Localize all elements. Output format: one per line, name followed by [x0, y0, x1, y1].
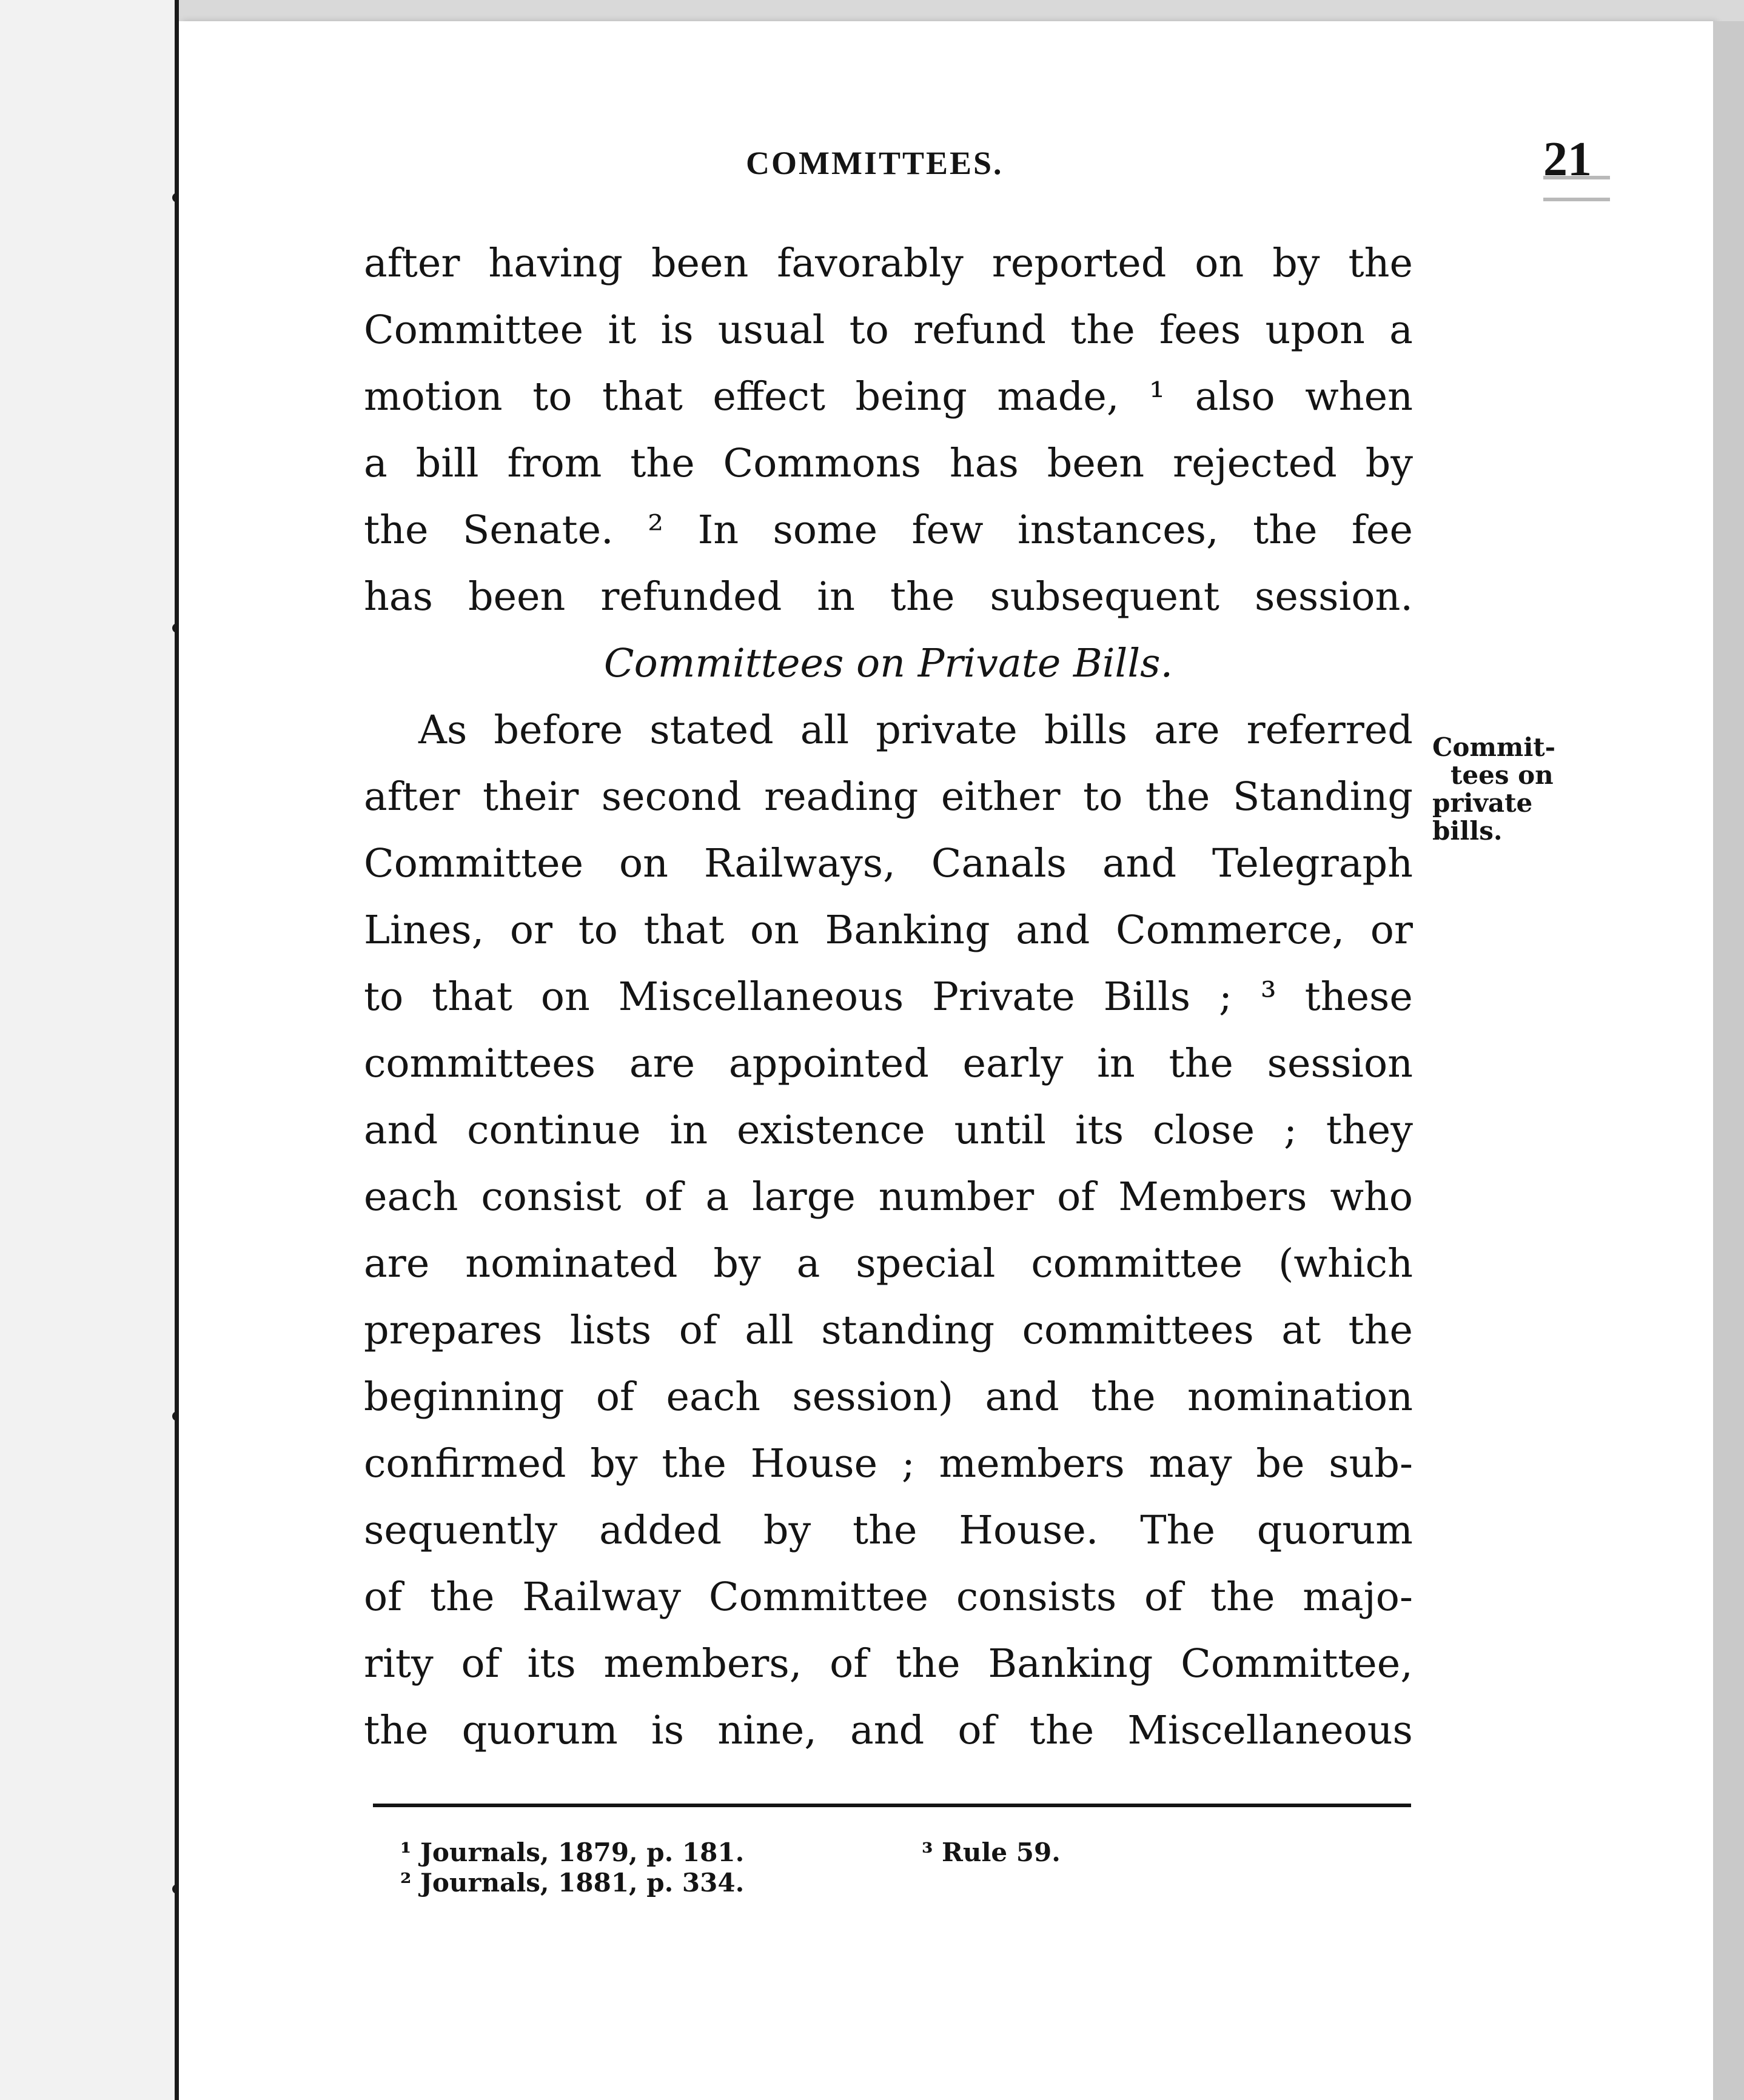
word: quorum [1256, 1508, 1413, 1553]
word: the [430, 1574, 495, 1620]
word: made, [997, 374, 1119, 420]
word: are [364, 1241, 430, 1286]
word: effect [713, 374, 825, 420]
word: its [1075, 1108, 1124, 1153]
paragraph [364, 230, 1413, 630]
word: committee [1031, 1241, 1243, 1286]
word: on [619, 841, 669, 886]
word: and [985, 1374, 1059, 1420]
word: been [651, 241, 749, 286]
word: the [364, 507, 429, 553]
word: each [364, 1174, 458, 1220]
word: by [590, 1441, 638, 1486]
word: committees [1022, 1308, 1254, 1353]
word: committees [364, 1041, 596, 1086]
word: the [1169, 1041, 1233, 1086]
word: beginning [364, 1374, 565, 1420]
margin-note [1432, 734, 1578, 845]
word: Miscellaneous [618, 974, 904, 1020]
text-line [364, 430, 1413, 497]
text-line [364, 230, 1413, 297]
word: by [763, 1508, 811, 1553]
word: the [890, 574, 955, 620]
word: The [1140, 1508, 1215, 1553]
footnote: ¹ Journals, 1879, p. 181. [400, 1837, 745, 1867]
word: members, [603, 1641, 802, 1687]
word: of [1057, 1174, 1096, 1220]
word: some [773, 507, 878, 553]
word: standing [821, 1308, 995, 1353]
word: all [745, 1308, 794, 1353]
word: before [494, 707, 623, 753]
word: been [1047, 441, 1145, 486]
word: be [1256, 1441, 1305, 1486]
word: the [1091, 1374, 1156, 1420]
word: that [432, 974, 512, 1020]
word: the [1145, 774, 1210, 820]
word: in [669, 1108, 708, 1153]
text-line [364, 1631, 1413, 1697]
text-line [364, 1697, 1413, 1764]
word: ³ [1260, 974, 1276, 1020]
word: Miscellaneous [1127, 1708, 1413, 1753]
text-line [364, 1164, 1413, 1231]
word: reading [764, 774, 919, 820]
word: favorably [777, 241, 964, 286]
word: few [911, 507, 984, 553]
word: Canals [931, 841, 1067, 886]
word: to [532, 374, 572, 420]
word: session) [792, 1374, 954, 1420]
word: Commons [723, 441, 922, 486]
bleed-through-mark [1543, 176, 1610, 201]
word: rejected [1173, 441, 1337, 486]
word: Railway [522, 1574, 682, 1620]
text-line [364, 1231, 1413, 1297]
word: and [1102, 841, 1177, 886]
word: of [1144, 1574, 1183, 1620]
text-line [364, 764, 1413, 831]
word: in [817, 574, 856, 620]
text-line [364, 1564, 1413, 1631]
word: each [666, 1374, 760, 1420]
word: ² [648, 507, 664, 553]
word: large [752, 1174, 856, 1220]
word: sub- [1329, 1441, 1413, 1486]
word: to [1083, 774, 1123, 820]
word: of [364, 1574, 403, 1620]
word: Committee [364, 841, 584, 886]
word: upon [1265, 307, 1365, 353]
running-head: COMMITTEES. [746, 145, 1004, 181]
word: is [660, 307, 694, 353]
footnote: ² Journals, 1881, p. 334. [400, 1868, 745, 1898]
word: the [630, 441, 695, 486]
word: may [1149, 1441, 1232, 1486]
text-line [364, 964, 1413, 1031]
word: existence [737, 1108, 925, 1153]
word: added [599, 1508, 722, 1553]
word: on [750, 908, 799, 953]
word: of [644, 1174, 683, 1220]
word: and [850, 1708, 925, 1753]
word: sequently [364, 1508, 558, 1553]
word: number [878, 1174, 1035, 1220]
word: their [482, 774, 579, 820]
word: Lines, [364, 908, 485, 953]
word: fee [1351, 507, 1413, 553]
word: session. [1255, 574, 1413, 620]
word: from [507, 441, 602, 486]
word: Committee [708, 1574, 929, 1620]
word: Committee, [1181, 1641, 1413, 1687]
word: appointed [728, 1041, 929, 1086]
word: ; [901, 1441, 915, 1486]
word: (which [1278, 1241, 1413, 1286]
word: second [601, 774, 742, 820]
word: Private [932, 974, 1075, 1020]
word: nominated [465, 1241, 678, 1286]
word: referred [1246, 707, 1413, 753]
word: session [1267, 1041, 1413, 1086]
word: to [578, 908, 618, 953]
word: after [364, 241, 460, 286]
word: also [1195, 374, 1275, 420]
word: its [527, 1641, 576, 1687]
word: bills [1044, 707, 1128, 753]
word: prepares [364, 1308, 543, 1353]
word: reported [991, 241, 1167, 286]
word: Standing [1232, 774, 1413, 820]
word: that [602, 374, 683, 420]
word: the [1070, 307, 1135, 353]
word: the [853, 1508, 917, 1553]
word: House. [959, 1508, 1099, 1553]
word: after [364, 774, 460, 820]
word: all [800, 707, 850, 753]
text-line [364, 497, 1413, 564]
word: at [1281, 1308, 1321, 1353]
word: members [939, 1441, 1125, 1486]
word: subsequent [990, 574, 1220, 620]
text-line [364, 364, 1413, 430]
page-number: 21 [1543, 133, 1592, 186]
word: Bills [1103, 974, 1191, 1020]
margin-note-line: bills. [1432, 816, 1503, 846]
word: the [1029, 1708, 1095, 1753]
word: until [954, 1108, 1046, 1153]
word: a [1389, 307, 1413, 353]
word: special [856, 1241, 996, 1286]
word: majo- [1303, 1574, 1413, 1620]
word: to [364, 974, 404, 1020]
word: continue [467, 1108, 641, 1153]
word: refund [913, 307, 1047, 353]
word: of [595, 1374, 635, 1420]
word: is [651, 1708, 685, 1753]
text-line [364, 831, 1413, 897]
word: of [958, 1708, 996, 1753]
word: Senate. [462, 507, 614, 553]
word: nine, [717, 1708, 817, 1753]
word: in [1097, 1041, 1135, 1086]
word: House [750, 1441, 878, 1486]
word: by [1272, 241, 1320, 286]
text-line [364, 1497, 1413, 1564]
word: the [1253, 507, 1318, 553]
word: consist [481, 1174, 622, 1220]
word: refunded [600, 574, 782, 620]
word: instances, [1018, 507, 1219, 553]
word: ¹ [1149, 374, 1165, 420]
word: or [509, 908, 553, 953]
text-line [364, 1097, 1413, 1164]
text-line [364, 897, 1413, 964]
word: close [1152, 1108, 1255, 1153]
word: stated [649, 707, 774, 753]
text-line [364, 1431, 1413, 1497]
word: Railways, [703, 841, 896, 886]
word: confirmed [364, 1441, 566, 1486]
word: are [629, 1041, 696, 1086]
page-edge [1713, 21, 1744, 2100]
text-line [364, 1364, 1413, 1431]
word: been [468, 574, 566, 620]
margin-note-line: private [1432, 788, 1533, 818]
word: and [1016, 908, 1090, 953]
paragraph [364, 697, 1413, 1764]
word: a [705, 1174, 729, 1220]
word: a [796, 1241, 820, 1286]
word: are [1154, 707, 1220, 753]
word: private [876, 707, 1018, 753]
left-facing-page-strip [0, 0, 176, 2100]
text-line [364, 697, 1413, 764]
word: fees [1159, 307, 1241, 353]
word: to [849, 307, 889, 353]
text-line [364, 1031, 1413, 1097]
footnote-rule [373, 1804, 1411, 1807]
word: As [418, 707, 468, 753]
word: motion [364, 374, 503, 420]
footnote: ³ Rule 59. [922, 1837, 1061, 1867]
word: it [608, 307, 637, 353]
word: by [1365, 441, 1413, 486]
word: or [1370, 908, 1413, 953]
body-text [364, 230, 1413, 1764]
word: when [1305, 374, 1413, 420]
binding-line [175, 0, 179, 2100]
word: either [941, 774, 1061, 820]
text-line [364, 297, 1413, 364]
margin-note-line: Commit- [1432, 732, 1556, 762]
word: of [830, 1641, 868, 1687]
word: usual [717, 307, 825, 353]
word: ; [1218, 974, 1232, 1020]
word: by [713, 1241, 761, 1286]
word: lists [569, 1308, 652, 1353]
word: on [1195, 241, 1244, 286]
word: the [1348, 241, 1413, 286]
word: having [488, 241, 623, 286]
word: Committee [364, 307, 584, 353]
word: early [962, 1041, 1064, 1086]
word: Telegraph [1212, 841, 1413, 886]
margin-note-line: tees on [1451, 760, 1554, 790]
word: being [855, 374, 967, 420]
word: the [662, 1441, 726, 1486]
word: Banking [825, 908, 990, 953]
word: bill [415, 441, 479, 486]
word: quorum [461, 1708, 618, 1753]
word: a [364, 441, 387, 486]
word: on [540, 974, 590, 1020]
word: the [1348, 1308, 1413, 1353]
word: that [643, 908, 725, 953]
word: Banking [988, 1641, 1153, 1687]
word: has [364, 574, 433, 620]
word: the [1210, 1574, 1275, 1620]
word: who [1330, 1174, 1413, 1220]
word: nomination [1187, 1374, 1413, 1420]
word: rity [364, 1641, 434, 1687]
word: they [1326, 1108, 1413, 1153]
word: In [697, 507, 739, 553]
word: the [896, 1641, 961, 1687]
word: and [364, 1108, 438, 1153]
word: Commerce, [1115, 908, 1345, 953]
word: these [1304, 974, 1413, 1020]
word: of [461, 1641, 500, 1687]
word: Members [1118, 1174, 1307, 1220]
text-line [364, 564, 1413, 630]
word: the [364, 1708, 429, 1753]
text-line [364, 1297, 1413, 1364]
word: consists [956, 1574, 1117, 1620]
section-heading: Committees on Private Bills. [603, 641, 1173, 686]
word: of [679, 1308, 717, 1353]
word: has [949, 441, 1019, 486]
word: ; [1284, 1108, 1297, 1153]
